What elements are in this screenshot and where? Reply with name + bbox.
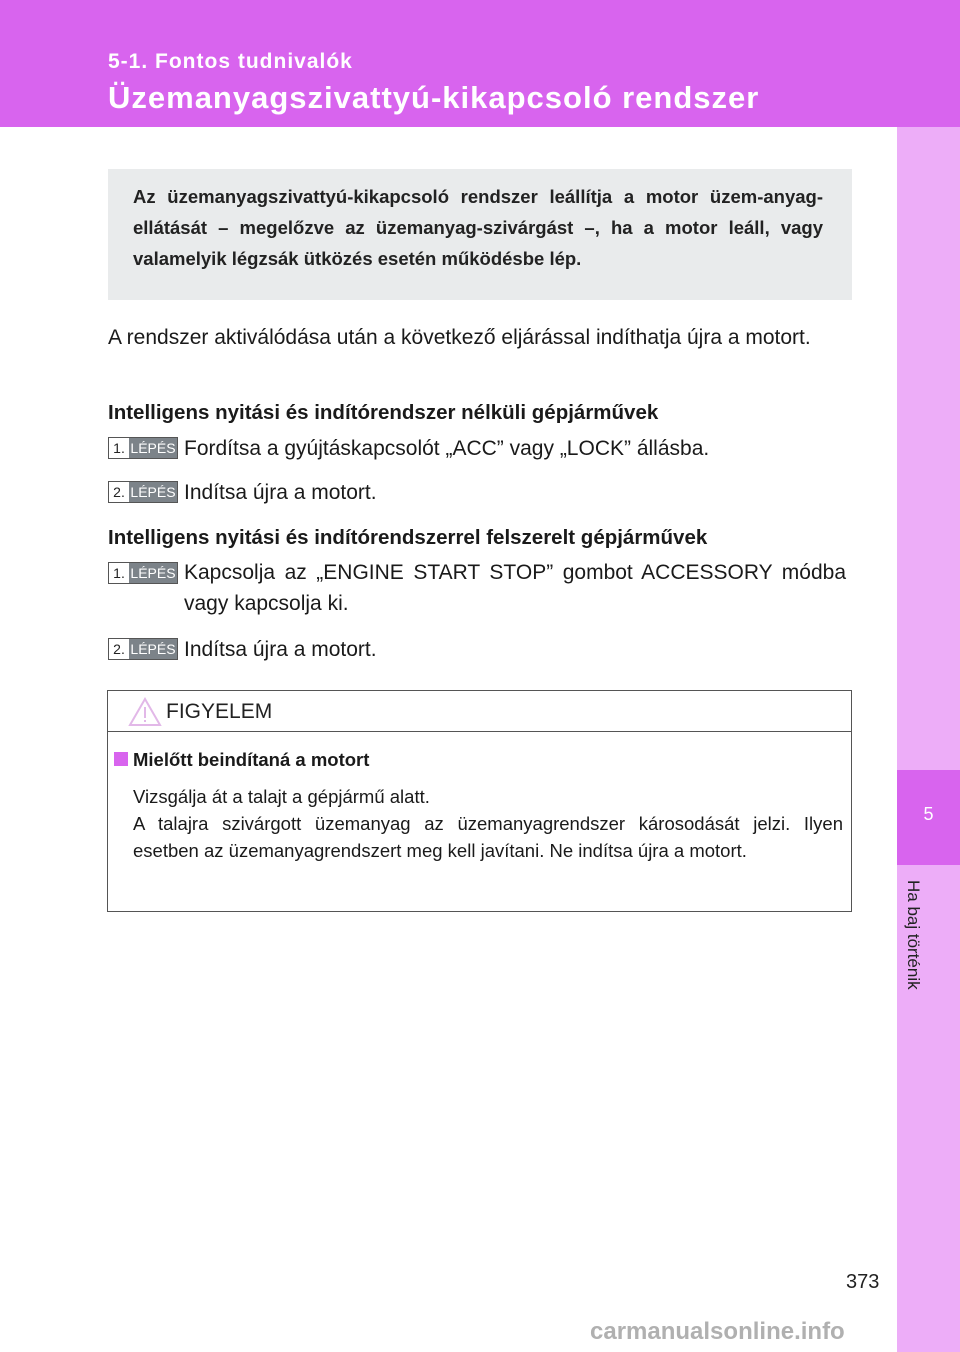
watermark: carmanualsonline.info xyxy=(590,1318,845,1345)
step-word: LÉPÉS xyxy=(130,484,176,500)
warning-subheading: Mielőtt beindítaná a motort xyxy=(133,749,370,770)
step-text: Fordítsa a gyújtáskapcsolót „ACC” vagy „LOCK” állásba. xyxy=(184,437,710,460)
section-label: 5-1. Fontos tudnivalók xyxy=(108,50,353,73)
warning-header xyxy=(108,691,851,732)
warning-label: FIGYELEM xyxy=(166,700,273,723)
warning-line: Vizsgálja át a talajt a gépjármű alatt. xyxy=(133,786,430,807)
summary-text: Az üzemanyagszivattyú-kikapcsoló rendszer leállítja a motor üzem-anyag-ellátását – megelőzve az üzemanyag-szivárgást –, ha a motor leáll, vagy valamelyik légzsák ütközés esetén működésbe lép. xyxy=(133,186,823,269)
step-number: 2. xyxy=(109,639,129,659)
step-word: LÉPÉS xyxy=(130,641,176,657)
step-word: LÉPÉS xyxy=(130,565,176,581)
step-badge xyxy=(108,638,178,660)
square-bullet-icon xyxy=(114,752,128,766)
chapter-number-box[interactable] xyxy=(897,770,960,865)
warning-triangle-icon xyxy=(128,697,162,727)
chapter-side-tab xyxy=(897,127,960,1352)
step-text: Indítsa újra a motort. xyxy=(184,638,377,661)
step-number: 2. xyxy=(109,482,129,502)
step-number: 1. xyxy=(109,563,129,583)
step-text: Kapcsolja az „ENGINE START STOP” gombot ACCESSORY módba vagy kapcsolja ki. xyxy=(184,561,846,615)
step-word: LÉPÉS xyxy=(130,440,176,456)
page-header xyxy=(0,0,960,127)
warning-line: A talajra szivárgott üzemanyag az üzemanyagrendszer károsodását jelzi. Ilyen esetben az üzemanyagrendszert meg kell javítani. Ne indítsa újra a motort. xyxy=(133,813,843,861)
step-badge xyxy=(108,562,178,584)
summary-box xyxy=(108,169,852,300)
group-heading-with-smart-entry: Intelligens nyitási és indítórendszerrel felszerelt gépjárművek xyxy=(108,526,708,549)
step-badge xyxy=(108,437,178,459)
step-badge xyxy=(108,481,178,503)
page-title: Üzemanyagszivattyú-kikapcsoló rendszer xyxy=(108,80,760,115)
chapter-number: 5 xyxy=(923,804,934,824)
step-number: 1. xyxy=(109,438,129,458)
intro-paragraph: A rendszer aktiválódása után a következő eljárással indíthatja újra a motort. xyxy=(108,326,811,349)
group-heading-without-smart-entry: Intelligens nyitási és indítórendszer nélküli gépjárművek xyxy=(108,401,659,424)
warning-body xyxy=(133,783,843,864)
warning-box xyxy=(107,690,852,912)
page-number: 373 xyxy=(846,1271,880,1293)
step-text: Indítsa újra a motort. xyxy=(184,481,377,504)
chapter-title: Ha baj történik xyxy=(904,880,923,990)
